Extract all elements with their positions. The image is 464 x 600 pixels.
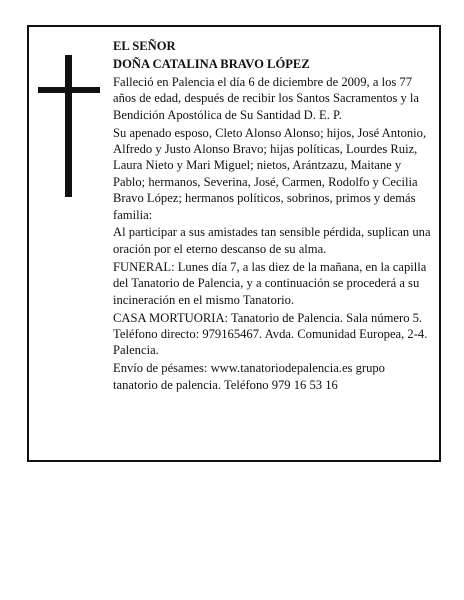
obituary-heading: EL SEÑOR [113, 39, 176, 53]
latin-cross-icon [38, 55, 100, 197]
cross-horizontal-bar [38, 87, 100, 93]
prayer-request: Al participar a sus amistades tan sensible pérdida, suplican una oración por el eterno descanso de su alma. [113, 225, 431, 256]
cross-vertical-bar [65, 55, 72, 197]
funeral-home-info: CASA MORTUORIA: Tanatorio de Palencia. Sala número 5. Teléfono directo: 979165467. Avda. Comunidad Europea, 2-4. Palencia. [113, 310, 428, 358]
death-announcement: Falleció en Palencia el día 6 de diciembre de 2009, a los 77 años de edad, después de recibir los Santos Sacramentos y la Bendición Apostólica de Su Santidad D. E. P. [113, 74, 420, 122]
obituary-text [113, 38, 431, 395]
deceased-name: DOÑA CATALINA BRAVO LÓPEZ [113, 56, 310, 71]
condolences-info: Envío de pésames: www.tanatoriodepalencia.es grupo tanatorio de palencia. Teléfono 979 16 53 16 [113, 361, 385, 392]
funeral-info: FUNERAL: Lunes día 7, a las diez de la mañana, en la capilla del Tanatorio de Palencia, y a continuación se procederá a su incineración en el mismo Tanatorio. [113, 259, 427, 307]
family-list: Su apenado esposo, Cleto Alonso Alonso; hijos, José Antonio, Alfredo y Justo Alonso Bravo; hijas políticas, Lourdes Ruiz, Laura Nieto y Mari Miguel; nietos, Arántzazu, Maitane y Pablo; hermanos, Severina, José, Carmen, Rodolfo y Cecilia Bravo López; hermanos políticos, sobrinos, primos y demás familia: [113, 125, 427, 222]
